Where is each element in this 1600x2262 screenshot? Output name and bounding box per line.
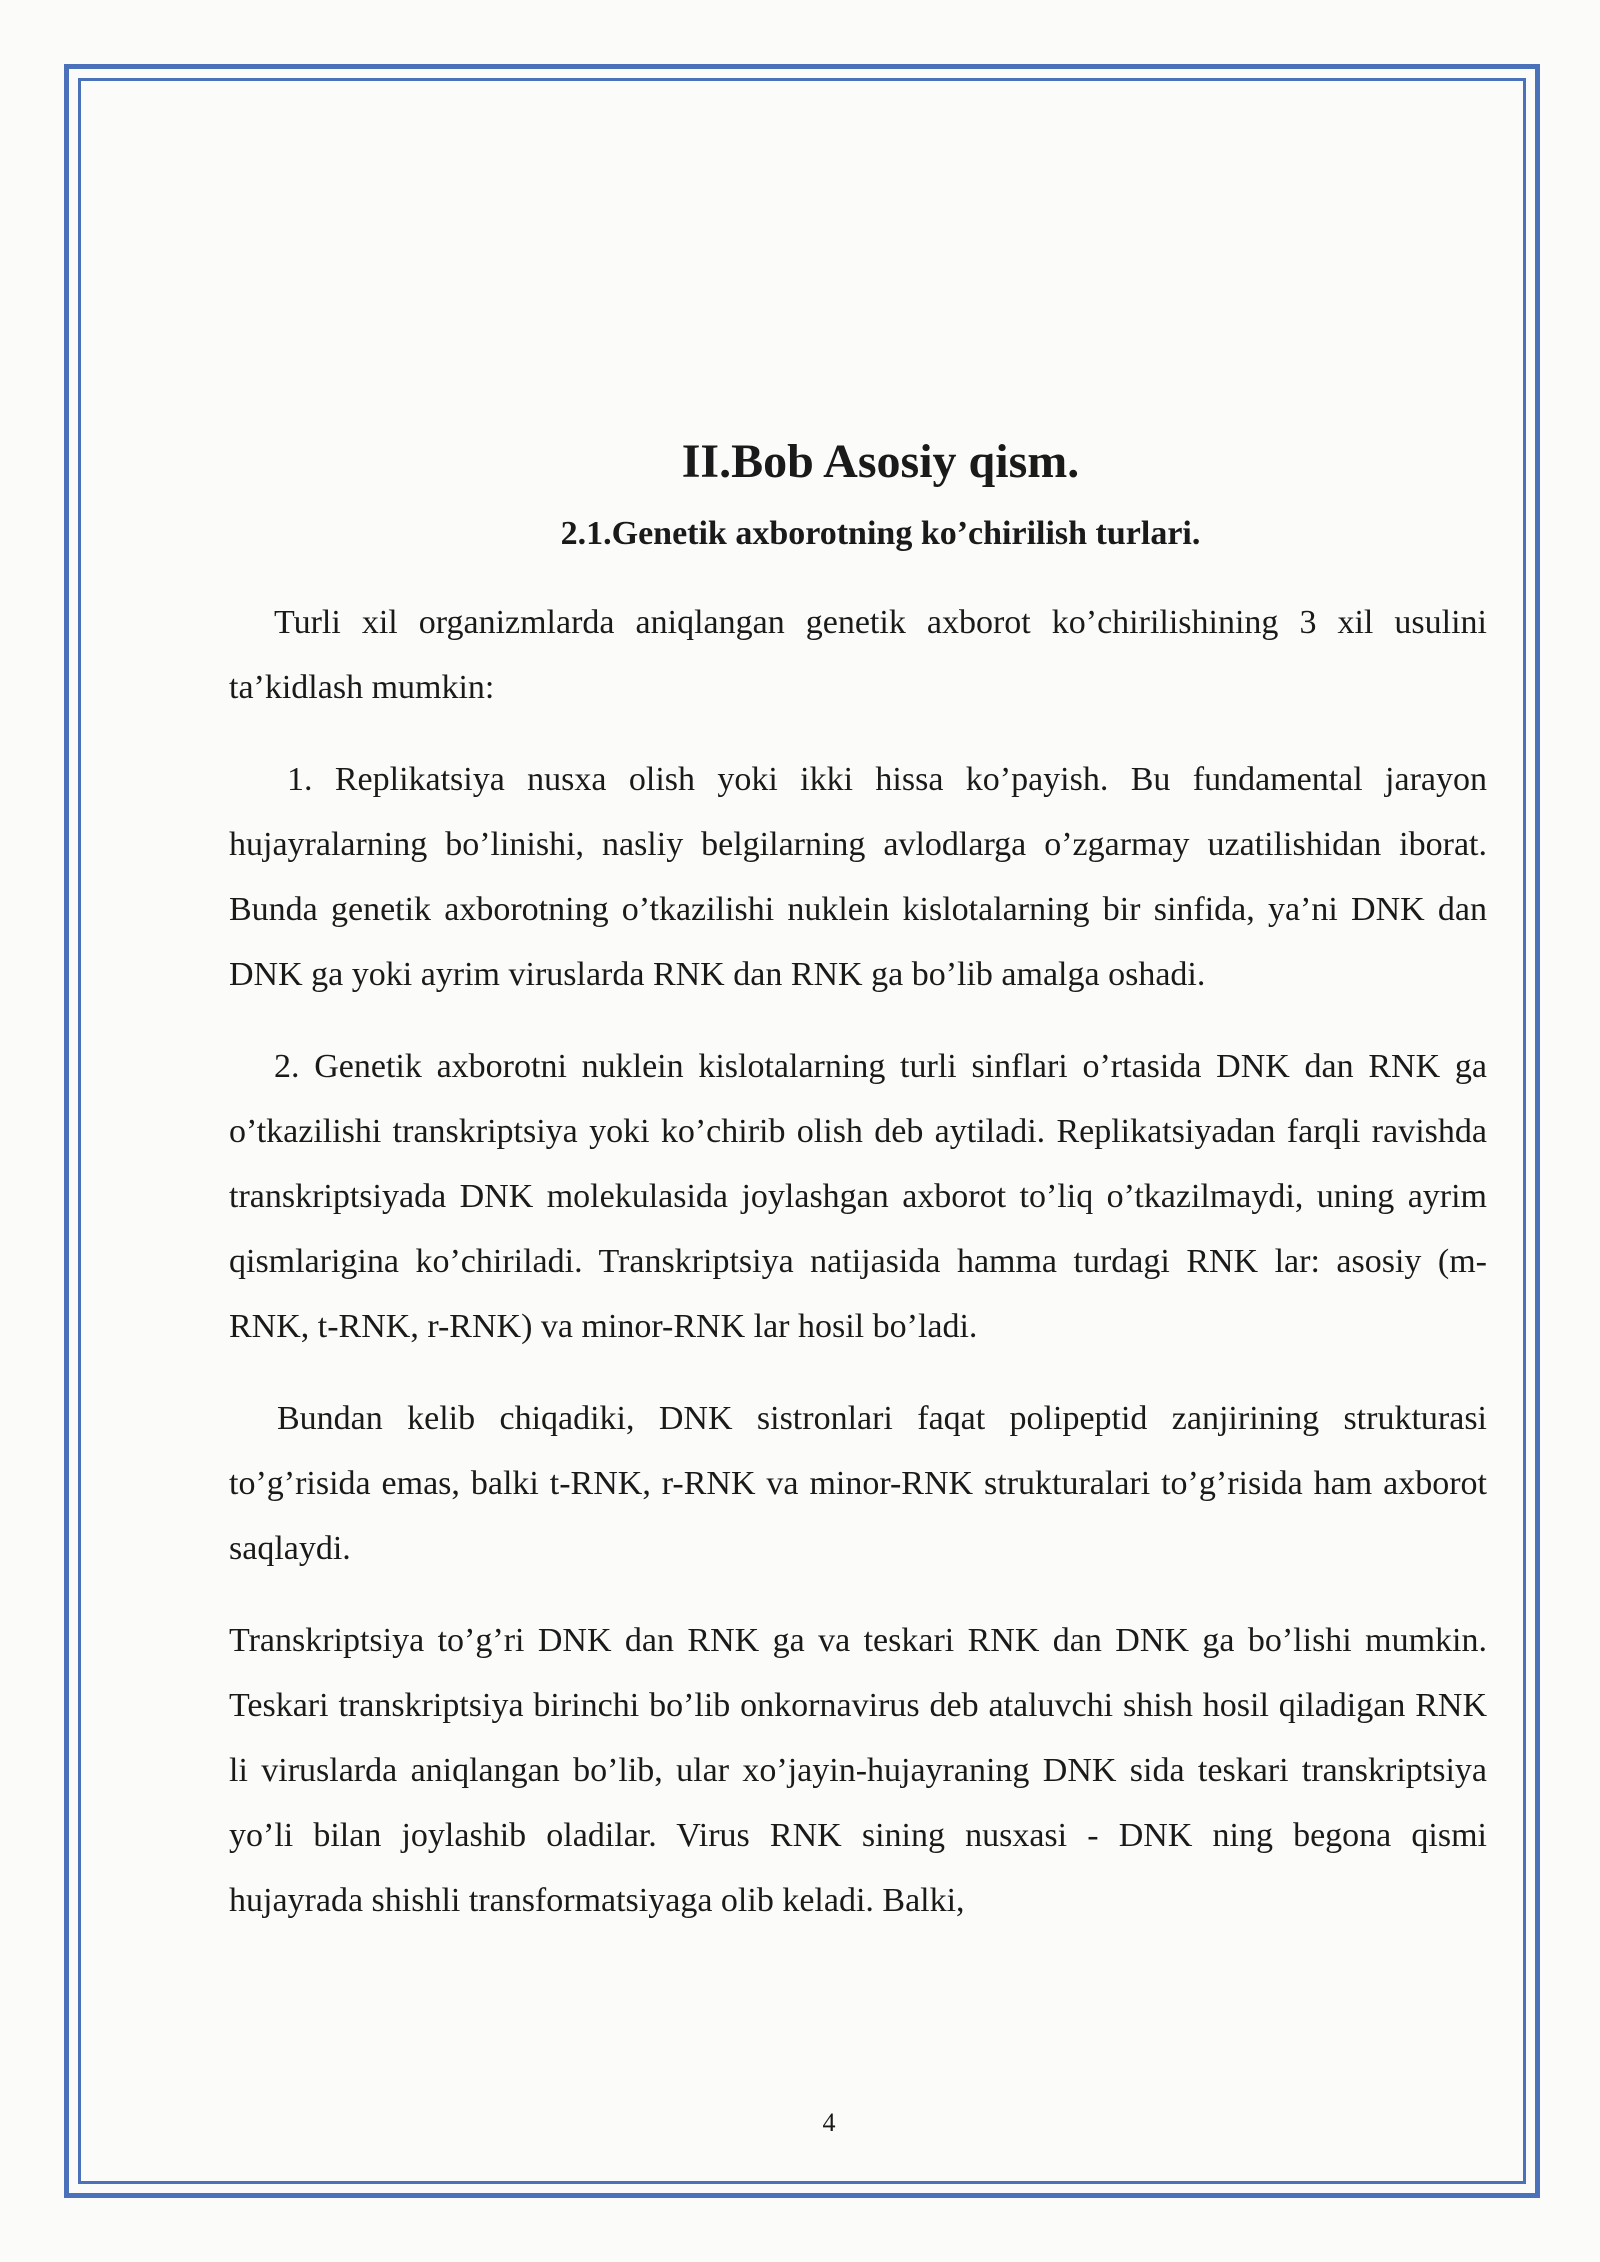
paragraph-replication: 1. Replikatsiya nusxa olish yoki ikki hissa ko’payish. Bu fundamental jarayon hujayralarning bo’linishi, nasliy belgilarning avlodlarga o’zgarmay uzatilishidan iborat. Bunda genetik axborotning o’tkazilishi nuklein kislotalarning bir sinfida, ya’ni DNK dan DNK ga yoki ayrim viruslarda RNK dan RNK ga bo’lib amalga oshadi. xyxy=(229,761,1487,993)
paragraph-reverse-transcription: Transkriptsiya to’g’ri DNK dan RNK ga va teskari RNK dan DNK ga bo’lishi mumkin. Teskari transkriptsiya birinchi bo’lib onkornavirus deb ataluvchi shish hosil qiladigan RNK li viruslarda aniqlangan bo’lib, ular xo’jayin-hujayraning DNK sida teskari transkriptsiya yo’li bilan joylashib oladilar. Virus RNK sining nusxasi - DNK ning begona qismi hujayrada shishli transformatsiyaga olib keladi. Balki, xyxy=(229,1622,1487,1919)
paragraph-intro: Turli xil organizmlarda aniqlangan genetik axborot ko’chirilishining 3 xil usulini ta’kidlash mumkin: xyxy=(229,604,1487,706)
chapter-title: II.Bob Asosiy qism. xyxy=(681,435,1080,488)
section-title: 2.1.Genetik axborotning ko’chirilish turlari. xyxy=(560,515,1201,552)
paragraph-transcription: 2. Genetik axborotni nuklein kislotalarning turli sinflari o’rtasida DNK dan RNK ga o’tkazilishi transkriptsiya yoki ko’chirib olish deb aytiladi. Replikatsiyadan farqli ravishda transkriptsiyada DNK molekulasida joylashgan axborot to’liq o’tkazilmaydi, uning ayrim qismlarigina ko’chiriladi. Transkriptsiya natijasida hamma turdagi RNK lar: asosiy (m-RNK, t-RNK, r-RNK) va minor-RNK lar hosil bo’ladi. xyxy=(229,1048,1487,1345)
document-body xyxy=(229,420,1487,1960)
page-number: 4 xyxy=(822,2108,836,2137)
paragraph-cistrons: Bundan kelib chiqadiki, DNK sistronlari faqat polipeptid zanjirining strukturasi to’g’risida emas, balki t-RNK, r-RNK va minor-RNK strukturalari to’g’risida ham axborot saqlaydi. xyxy=(229,1400,1487,1567)
